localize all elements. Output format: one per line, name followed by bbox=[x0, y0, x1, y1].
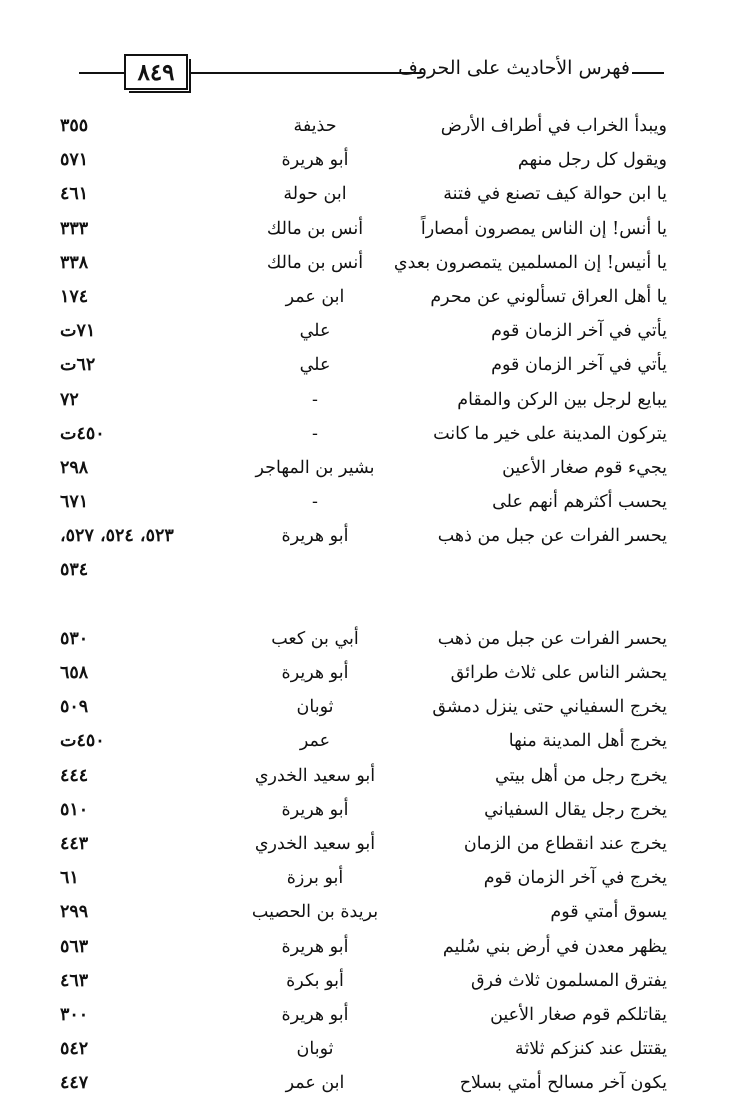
index-row bbox=[0, 622, 755, 656]
hadith-text: يا أنس! إن الناس يمصرون أمصاراً bbox=[420, 218, 667, 239]
page-number: ٨٤٩ bbox=[137, 58, 175, 86]
narrator-name: أبو سعيد الخدري bbox=[254, 765, 376, 786]
narrator-name: - bbox=[312, 492, 318, 513]
page-reference-text: ٤٥٠ت bbox=[60, 731, 105, 752]
page-reference bbox=[60, 451, 210, 485]
page-reference bbox=[60, 246, 210, 280]
page-reference-text: ٥٣٤ bbox=[60, 560, 89, 581]
page-reference bbox=[60, 485, 210, 519]
page-reference bbox=[60, 793, 210, 827]
page-reference-text: ٧١ت bbox=[60, 321, 96, 342]
narrator-name: - bbox=[312, 423, 318, 444]
index-row bbox=[0, 930, 755, 964]
page-reference-text: ٢٩٩ bbox=[60, 902, 89, 923]
page-reference-text: ٦٥٨ bbox=[60, 663, 89, 683]
header-rule-right bbox=[632, 72, 664, 74]
narrator-name: أبو هريرة bbox=[281, 799, 349, 820]
narrator-name: أبو هريرة bbox=[281, 526, 349, 547]
index-row bbox=[0, 656, 755, 690]
page-reference bbox=[60, 109, 210, 143]
index-row bbox=[0, 1066, 755, 1100]
narrator-name: حذيفة bbox=[293, 116, 337, 136]
page-reference bbox=[60, 861, 210, 895]
hadith-text bbox=[397, 588, 667, 622]
narrator-name: أنس بن مالك bbox=[266, 252, 364, 273]
hadith-text: ويقول كل رجل منهم bbox=[517, 150, 667, 171]
page-reference-text: ٥٤٢ bbox=[60, 1039, 89, 1060]
hadith-text: يسوق أمتي قوم bbox=[550, 902, 667, 923]
page-reference bbox=[60, 280, 210, 314]
page-reference bbox=[60, 212, 210, 246]
page-reference bbox=[60, 588, 210, 622]
hadith-index-table bbox=[0, 109, 755, 1100]
narrator-name: ابن حولة bbox=[283, 184, 347, 205]
hadith-text: يكون آخر مسالح أمتي بسلاح bbox=[459, 1073, 667, 1094]
page-reference-text: ٥٣٠ bbox=[60, 628, 89, 649]
page-reference-text: ٤٦٣ bbox=[60, 970, 89, 991]
index-row bbox=[0, 861, 755, 895]
narrator-name: أنس بن مالك bbox=[266, 218, 364, 239]
page-reference-text: ٦٧١ bbox=[60, 492, 89, 513]
page-reference bbox=[60, 417, 210, 451]
page-reference bbox=[60, 930, 210, 964]
hadith-text bbox=[397, 553, 667, 587]
hadith-text: يا أهل العراق تسألوني عن محرم bbox=[430, 286, 667, 307]
narrator-name: عمر bbox=[299, 731, 331, 752]
page-reference bbox=[60, 895, 210, 929]
hadith-text: يقتتل عند كنزكم ثلاثة bbox=[515, 1039, 667, 1060]
hadith-text: يخرج أهل المدينة منها bbox=[508, 731, 667, 752]
hadith-text: يحسب أكثرهم أنهم على bbox=[492, 492, 667, 513]
narrator-name bbox=[235, 553, 395, 587]
index-row bbox=[0, 1032, 755, 1066]
page-reference bbox=[60, 998, 210, 1032]
page-reference-text: ٤٤٣ bbox=[60, 833, 89, 854]
hadith-text: يحسر الفرات عن جبل من ذهب bbox=[437, 526, 667, 547]
page-reference bbox=[60, 519, 210, 553]
index-row bbox=[0, 759, 755, 793]
page-reference-text: ٤٤٤ bbox=[60, 765, 89, 786]
hadith-text: يخرج في آخر الزمان قوم bbox=[483, 868, 667, 889]
header-rule-left bbox=[79, 72, 124, 74]
index-row bbox=[0, 348, 755, 382]
narrator-name: علي bbox=[299, 321, 331, 342]
page-reference bbox=[60, 656, 210, 690]
page-reference bbox=[60, 622, 210, 656]
page-reference-text: ٥٧١ bbox=[60, 150, 89, 171]
index-row bbox=[0, 314, 755, 348]
page-reference-text: ٤٤٧ bbox=[60, 1073, 89, 1094]
page-reference-text: ٣٣٣ bbox=[60, 218, 89, 239]
index-row bbox=[0, 212, 755, 246]
page-reference-text: ٤٦١ bbox=[60, 184, 89, 205]
narrator-name: بشير بن المهاجر bbox=[255, 457, 375, 478]
page-reference-text: ٧٢ bbox=[60, 389, 79, 410]
header-rule-middle bbox=[190, 72, 422, 74]
narrator-name: أبو هريرة bbox=[281, 150, 349, 171]
hadith-text: يبايع لرجل بين الركن والمقام bbox=[457, 389, 667, 410]
narrator-name: أبو هريرة bbox=[281, 663, 349, 683]
narrator-name: ثوبان bbox=[296, 697, 334, 718]
index-row bbox=[0, 383, 755, 417]
index-row bbox=[0, 109, 755, 143]
narrator-name: بريدة بن الحصيب bbox=[251, 902, 379, 923]
narrator-name: ابن عمر bbox=[285, 286, 345, 307]
narrator-name: - bbox=[312, 389, 318, 410]
narrator-name: أبو برزة bbox=[286, 868, 344, 889]
page-reference bbox=[60, 383, 210, 417]
page-reference-text: ٦٢ت bbox=[60, 355, 96, 376]
hadith-text: ويبدأ الخراب في أطراف الأرض bbox=[440, 116, 667, 136]
hadith-text: يا أنيس! إن المسلمين يتمصرون بعدي bbox=[393, 252, 667, 273]
index-row bbox=[0, 417, 755, 451]
page-header bbox=[0, 0, 755, 110]
hadith-text: يحسر الفرات عن جبل من ذهب bbox=[437, 628, 667, 649]
index-row bbox=[0, 451, 755, 485]
index-row bbox=[0, 690, 755, 724]
hadith-text: يأتي في آخر الزمان قوم bbox=[491, 321, 667, 342]
page-reference-text: ٤٥٠ت bbox=[60, 423, 105, 444]
index-row bbox=[0, 793, 755, 827]
hadith-text: يظهر معدن في أرض بني سُليم bbox=[442, 936, 667, 957]
hadith-text: يقاتلكم قوم صغار الأعين bbox=[490, 1004, 667, 1025]
page-reference-text: ٢٩٨ bbox=[60, 457, 89, 478]
page-reference-text: ١٧٤ bbox=[60, 286, 89, 307]
page-reference-text: ٣٥٥ bbox=[60, 116, 89, 136]
page-reference bbox=[60, 143, 210, 177]
hadith-text: يحشر الناس على ثلاث طرائق bbox=[450, 663, 667, 683]
page-reference-text: ٣٣٨ bbox=[60, 252, 89, 273]
page-reference bbox=[60, 1032, 210, 1066]
narrator-name: أبو هريرة bbox=[281, 1004, 349, 1025]
index-row bbox=[0, 895, 755, 929]
page-reference-text: ٥٢٣، ٥٢٤، ٥٢٧، bbox=[60, 526, 174, 547]
page-reference bbox=[60, 348, 210, 382]
hadith-text: يخرج رجل يقال السفياني bbox=[484, 799, 667, 820]
index-row bbox=[0, 588, 755, 622]
narrator-name: أبي بن كعب bbox=[271, 628, 359, 649]
hadith-text: يفترق المسلمون ثلاث فرق bbox=[470, 970, 667, 991]
index-row bbox=[0, 280, 755, 314]
index-row bbox=[0, 998, 755, 1032]
index-row bbox=[0, 964, 755, 998]
page-reference bbox=[60, 964, 210, 998]
hadith-text: يخرج السفياني حتى ينزل دمشق bbox=[432, 697, 667, 718]
hadith-text: يتركون المدينة على خير ما كانت bbox=[433, 423, 667, 444]
hadith-text: يا ابن حوالة كيف تصنع في فتنة bbox=[443, 184, 667, 205]
page-number-box bbox=[124, 54, 188, 90]
page-reference bbox=[60, 1066, 210, 1100]
narrator-name: أبو هريرة bbox=[281, 936, 349, 957]
page-reference-text: ٥١٠ bbox=[60, 799, 89, 820]
page-reference bbox=[60, 177, 210, 211]
hadith-text: يأتي في آخر الزمان قوم bbox=[491, 355, 667, 376]
page-title: فهرس الأحاديث على الحروف bbox=[398, 57, 630, 79]
index-row bbox=[0, 143, 755, 177]
narrator-name bbox=[235, 588, 395, 622]
index-row bbox=[0, 724, 755, 758]
index-row bbox=[0, 827, 755, 861]
page-reference bbox=[60, 314, 210, 348]
page-reference-text: ٣٠٠ bbox=[60, 1004, 89, 1025]
page-reference bbox=[60, 724, 210, 758]
index-row bbox=[0, 177, 755, 211]
hadith-text: يجيء قوم صغار الأعين bbox=[502, 457, 667, 478]
page-reference bbox=[60, 690, 210, 724]
page-reference bbox=[60, 759, 210, 793]
page-reference-text: ٦١ bbox=[60, 868, 79, 889]
page-reference-text: ٥٠٩ bbox=[60, 697, 89, 718]
narrator-name: علي bbox=[299, 355, 331, 376]
index-row bbox=[0, 246, 755, 280]
index-row bbox=[0, 519, 755, 553]
narrator-name: أبو بكرة bbox=[286, 970, 344, 991]
page-reference bbox=[60, 827, 210, 861]
narrator-name: ابن عمر bbox=[285, 1073, 345, 1094]
hadith-text: يخرج عند انقطاع من الزمان bbox=[463, 833, 667, 854]
narrator-name: ثوبان bbox=[296, 1039, 334, 1060]
narrator-name: أبو سعيد الخدري bbox=[254, 833, 376, 854]
page-reference-text: ٥٦٣ bbox=[60, 936, 89, 957]
index-row bbox=[0, 485, 755, 519]
page-reference bbox=[60, 553, 210, 587]
hadith-text: يخرج رجل من أهل بيتي bbox=[495, 765, 667, 786]
index-row bbox=[0, 553, 755, 587]
